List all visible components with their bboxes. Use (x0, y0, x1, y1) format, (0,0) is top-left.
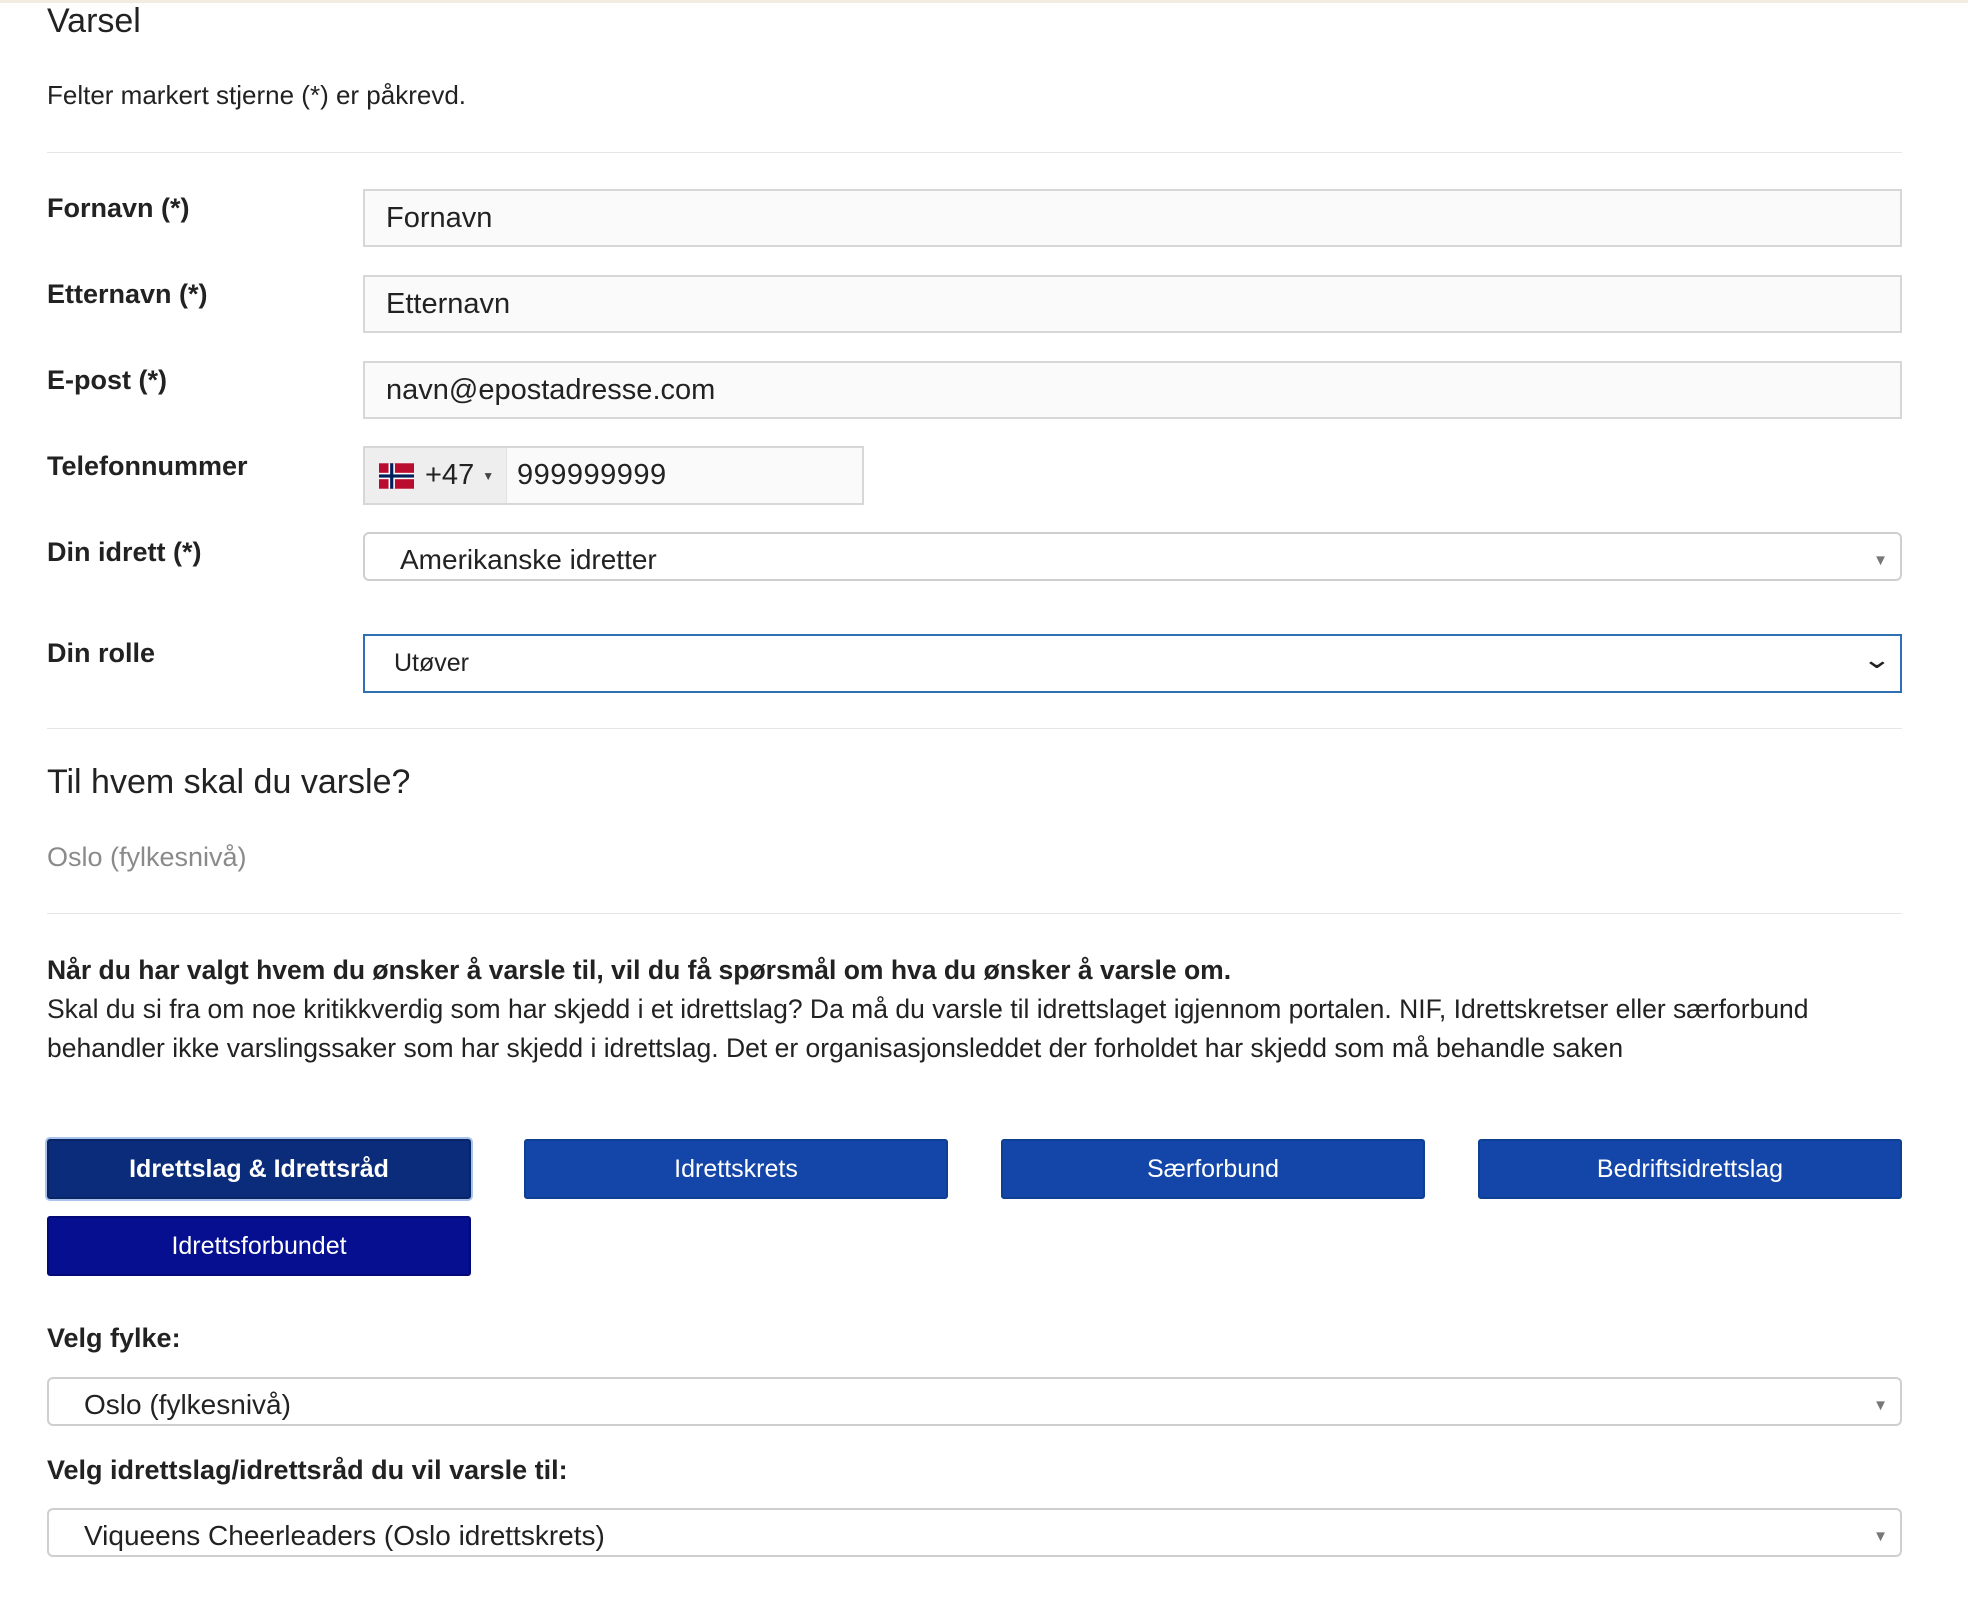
role-select[interactable] (363, 634, 1902, 693)
norway-flag-icon (379, 463, 414, 489)
sport-select-value: Amerikanske idretter (400, 544, 657, 575)
first-name-label: Fornavn (*) (47, 193, 190, 223)
last-name-label: Etternavn (*) (47, 279, 208, 309)
last-name-input[interactable] (363, 275, 1902, 333)
special-federation-button-label: Særforbund (1146, 1154, 1280, 1183)
recipient-heading: Til hvem skal du varsle? (47, 763, 411, 801)
club-select-value: Viqueens Cheerleaders (Oslo idrettskrets) (84, 1520, 605, 1551)
divider (47, 152, 1902, 153)
info-text (47, 951, 1887, 1068)
phone-field (363, 446, 864, 505)
selected-recipient: Oslo (fylkesnivå) (47, 842, 247, 872)
county-label: Velg fylke: (47, 1323, 181, 1353)
divider (47, 728, 1902, 729)
district-button-label: Idrettskrets (674, 1154, 798, 1183)
confederation-button[interactable] (47, 1216, 471, 1276)
company-sports-button-label: Bedriftsidrettslag (1596, 1154, 1784, 1183)
phone-label: Telefonnummer (47, 451, 248, 481)
dropdown-arrow-icon: ▼ (1873, 1528, 1888, 1545)
info-body: Skal du si fra om noe kritikkverdig som har skjedd i et idrettslag? Da må du varsle til idrettslaget igjennom portalen. NIF, Idrettskretser eller særforbund behandler ikke varslingssaker som har skjedd i idrettslag. Det er organisasjonsleddet der forholdet har skjedd som må behandle saken (47, 994, 1809, 1063)
role-select-value: Utøver (394, 649, 469, 677)
phone-input[interactable]: 999999999 (517, 459, 667, 491)
club-button[interactable] (47, 1139, 471, 1199)
role-label: Din rolle (47, 638, 156, 668)
chevron-down-icon: ⌄ (1861, 644, 1893, 674)
first-name-value: Fornavn (386, 201, 493, 234)
dropdown-arrow-icon: ▼ (1873, 1397, 1888, 1414)
confederation-button-label: Idrettsforbundet (171, 1231, 347, 1260)
county-select[interactable] (47, 1377, 1902, 1426)
email-input[interactable] (363, 361, 1902, 419)
dropdown-arrow-icon: ▼ (1873, 552, 1888, 569)
last-name-value: Etternavn (386, 287, 511, 320)
district-button[interactable] (524, 1139, 948, 1199)
caret-down-icon: ▼ (482, 468, 495, 483)
country-code-picker[interactable] (365, 448, 507, 503)
first-name-input[interactable] (363, 189, 1902, 247)
club-button-label: Idrettslag & Idrettsråd (129, 1154, 389, 1183)
county-select-value: Oslo (fylkesnivå) (84, 1389, 291, 1420)
dial-code: +47 (425, 459, 475, 491)
email-label: E-post (*) (47, 365, 167, 395)
club-select[interactable] (47, 1508, 1902, 1557)
sport-select[interactable] (363, 532, 1902, 581)
info-bold: Når du har valgt hvem du ønsker å varsle til, vil du få spørsmål om hva du ønsker å varsle om. (47, 955, 1232, 985)
divider (47, 913, 1902, 914)
email-value: navn@epostadresse.com (386, 373, 716, 406)
special-federation-button[interactable] (1001, 1139, 1425, 1199)
page-title: Varsel (47, 2, 141, 40)
required-note: Felter markert stjerne (*) er påkrevd. (47, 80, 467, 110)
company-sports-button[interactable] (1478, 1139, 1902, 1199)
top-border (0, 0, 1968, 3)
sport-label: Din idrett (*) (47, 537, 202, 567)
club-select-label: Velg idrettslag/idrettsråd du vil varsle til: (47, 1455, 568, 1485)
